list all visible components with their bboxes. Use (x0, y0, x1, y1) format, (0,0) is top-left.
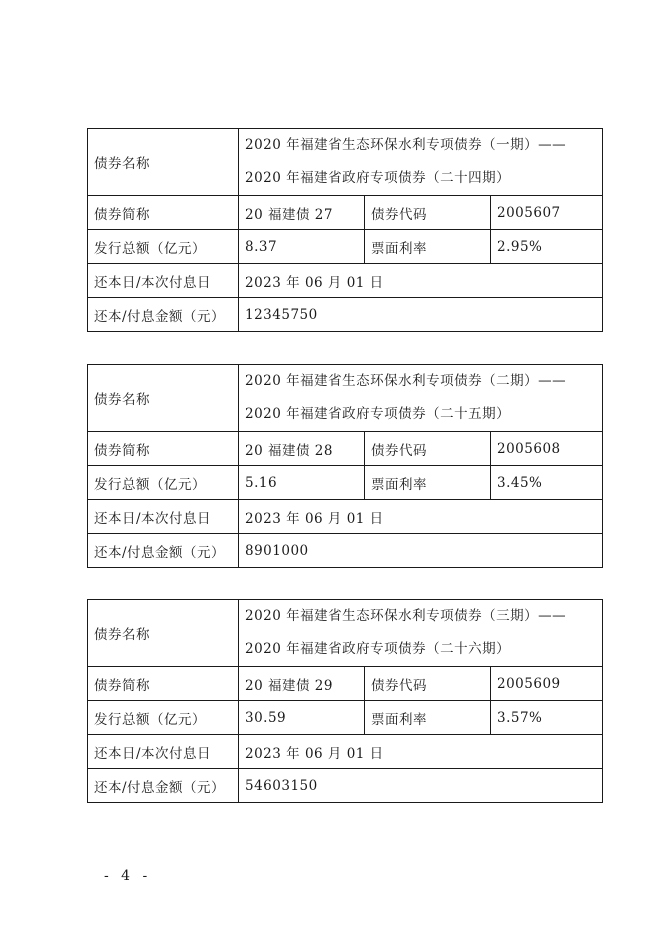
issue-amount-row (88, 466, 603, 500)
coupon-rate-value: 3.57% (491, 701, 603, 735)
coupon-rate-value: 2.95% (491, 230, 603, 264)
bond-name-line2: 2020 年福建省政府专项债券（二十六期） (245, 641, 511, 657)
payment-date-label: 还本日/本次付息日 (88, 264, 239, 298)
bond-name-value (239, 129, 603, 196)
bond-name-line1: 2020 年福建省生态环保水利专项债券（二期）—— (245, 373, 567, 389)
issue-amount-value: 8.37 (239, 230, 365, 264)
payment-amount-label: 还本/付息金额（元） (88, 298, 239, 332)
bond-code-value: 2005609 (491, 667, 603, 701)
issue-amount-value: 5.16 (239, 466, 365, 500)
payment-amount-value: 54603150 (239, 769, 603, 803)
bond-name-value (239, 600, 603, 667)
issue-amount-label: 发行总额（亿元） (88, 701, 239, 735)
bond-table-2 (87, 364, 603, 568)
bond-name-label: 债券名称 (88, 129, 239, 196)
payment-amount-row (88, 534, 603, 568)
issue-amount-row (88, 230, 603, 264)
payment-date-row (88, 264, 603, 298)
bond-name-row (88, 129, 603, 196)
payment-date-value: 2023 年 06 月 01 日 (239, 735, 603, 769)
payment-date-row (88, 735, 603, 769)
page-number: - 4 - (104, 868, 152, 884)
bond-code-value: 2005608 (491, 432, 603, 466)
issue-amount-row (88, 701, 603, 735)
payment-amount-label: 还本/付息金额（元） (88, 769, 239, 803)
payment-date-label: 还本日/本次付息日 (88, 735, 239, 769)
coupon-rate-label: 票面利率 (365, 701, 491, 735)
bond-code-label: 债券代码 (365, 196, 491, 230)
coupon-rate-value: 3.45% (491, 466, 603, 500)
bond-code-value: 2005607 (491, 196, 603, 230)
short-name-label: 债券简称 (88, 432, 239, 466)
short-name-label: 债券简称 (88, 667, 239, 701)
bond-name-line2: 2020 年福建省政府专项债券（二十五期） (245, 406, 511, 422)
coupon-rate-label: 票面利率 (365, 230, 491, 264)
payment-date-value: 2023 年 06 月 01 日 (239, 264, 603, 298)
coupon-rate-label: 票面利率 (365, 466, 491, 500)
short-name-label: 债券简称 (88, 196, 239, 230)
bond-name-line2: 2020 年福建省政府专项债券（二十四期） (245, 170, 511, 186)
payment-amount-row (88, 298, 603, 332)
bond-name-label: 债券名称 (88, 600, 239, 667)
bond-name-value (239, 365, 603, 432)
payment-amount-value: 12345750 (239, 298, 603, 332)
payment-date-row (88, 500, 603, 534)
bond-code-label: 债券代码 (365, 667, 491, 701)
payment-amount-label: 还本/付息金额（元） (88, 534, 239, 568)
short-name-row (88, 432, 603, 466)
issue-amount-value: 30.59 (239, 701, 365, 735)
payment-amount-row (88, 769, 603, 803)
bond-name-row (88, 600, 603, 667)
bond-name-row (88, 365, 603, 432)
payment-date-value: 2023 年 06 月 01 日 (239, 500, 603, 534)
short-name-value: 20 福建债 29 (239, 667, 365, 701)
bond-name-label: 债券名称 (88, 365, 239, 432)
short-name-value: 20 福建债 27 (239, 196, 365, 230)
bond-name-line1: 2020 年福建省生态环保水利专项债券（一期）—— (245, 137, 567, 153)
bond-code-label: 债券代码 (365, 432, 491, 466)
short-name-value: 20 福建债 28 (239, 432, 365, 466)
short-name-row (88, 196, 603, 230)
bond-table-3 (87, 599, 603, 803)
payment-amount-value: 8901000 (239, 534, 603, 568)
issue-amount-label: 发行总额（亿元） (88, 230, 239, 264)
issue-amount-label: 发行总额（亿元） (88, 466, 239, 500)
bond-name-line1: 2020 年福建省生态环保水利专项债券（三期）—— (245, 608, 567, 624)
payment-date-label: 还本日/本次付息日 (88, 500, 239, 534)
short-name-row (88, 667, 603, 701)
bond-table-1 (87, 128, 603, 332)
